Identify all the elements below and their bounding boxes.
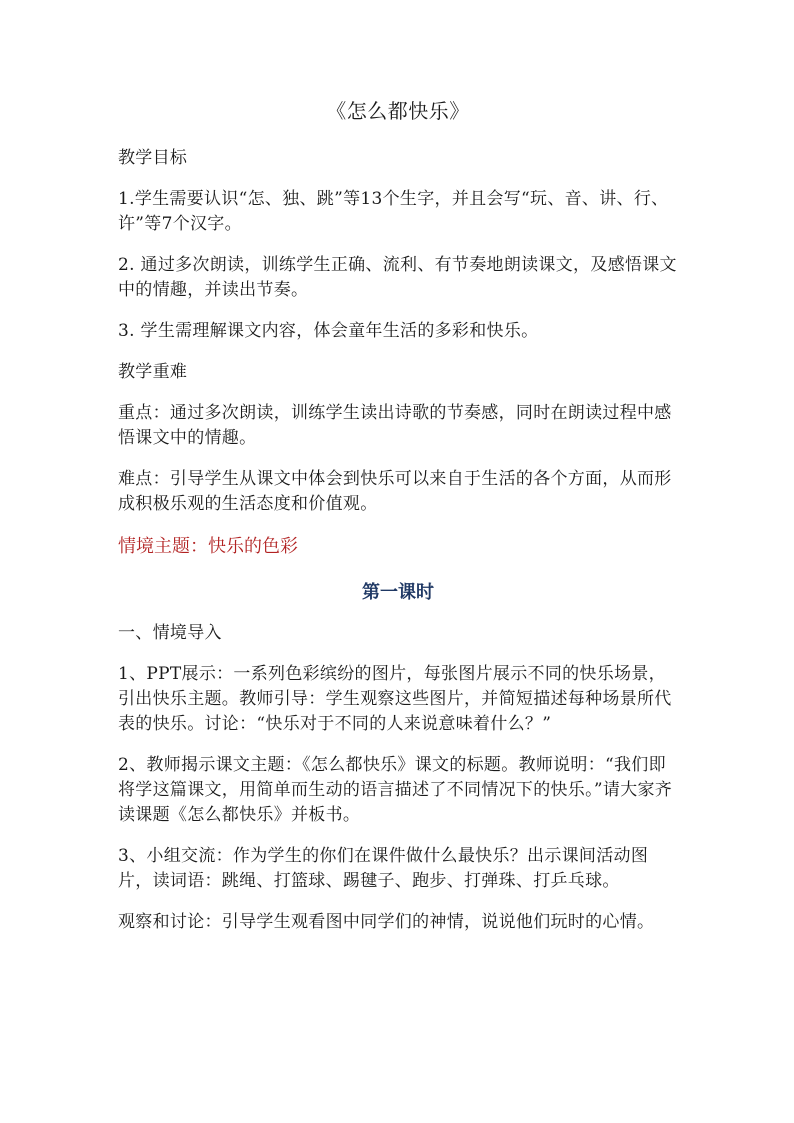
- step-paragraph-2: 2、教师揭示课文主题：《怎么都快乐》课文的标题。教师说明：“我们即将学这篇课文，用简单而生动的语言描述了不同情况下的快乐。”请大家齐读课题《怎么都快乐》并板书。: [118, 755, 673, 825]
- goals-heading: 教学目标: [118, 148, 188, 168]
- scenario-theme: 情境主题：快乐的色彩: [118, 536, 298, 557]
- step-paragraph-1: 1、PPT展示：一系列色彩缤纷的图片，每张图片展示不同的快乐场景，引出快乐主题。教师引导：学生观察这些图片，并简短描述每种场景所代表的快乐。讨论：“快乐对于不同的人来说意味着什么？”: [118, 664, 672, 734]
- goal-item-2: 2. 通过多次朗读，训练学生正确、流利、有节奏地朗读课文，及感悟课文中的情趣，并读出节奏。: [118, 255, 677, 300]
- document-page: [118, 96, 678, 951]
- section-intro-heading: 一、情境导入: [118, 623, 222, 643]
- goal-item-3: 3. 学生需理解课文内容，体会童年生活的多彩和快乐。: [118, 321, 539, 341]
- step-paragraph-3: 3、小组交流：作为学生的你们在课件做什么最快乐？出示课间活动图片，读词语：跳绳、打篮球、踢毽子、跑步、打弹珠、打乒乓球。: [118, 846, 649, 891]
- key-difficult-heading: 教学重难: [118, 362, 188, 382]
- key-point-paragraph: 重点：通过多次朗读，训练学生读出诗歌的节奏感，同时在朗读过程中感悟课文中的情趣。: [118, 403, 672, 448]
- difficult-point-paragraph: 难点：引导学生从课文中体会到快乐可以来自于生活的各个方面，从而形成积极乐观的生活态度和价值观。: [118, 469, 672, 514]
- observe-paragraph: 观察和讨论：引导学生观看图中同学们的神情，说说他们玩时的心情。: [118, 912, 655, 932]
- document-title: 《怎么都快乐》: [326, 99, 470, 123]
- goal-item-1: 1.学生需要认识“怎、独、跳”等13个生字，并且会写“玩、音、讲、行、许”等7个汉字。: [118, 189, 669, 234]
- lesson-title: 第一课时: [362, 582, 434, 603]
